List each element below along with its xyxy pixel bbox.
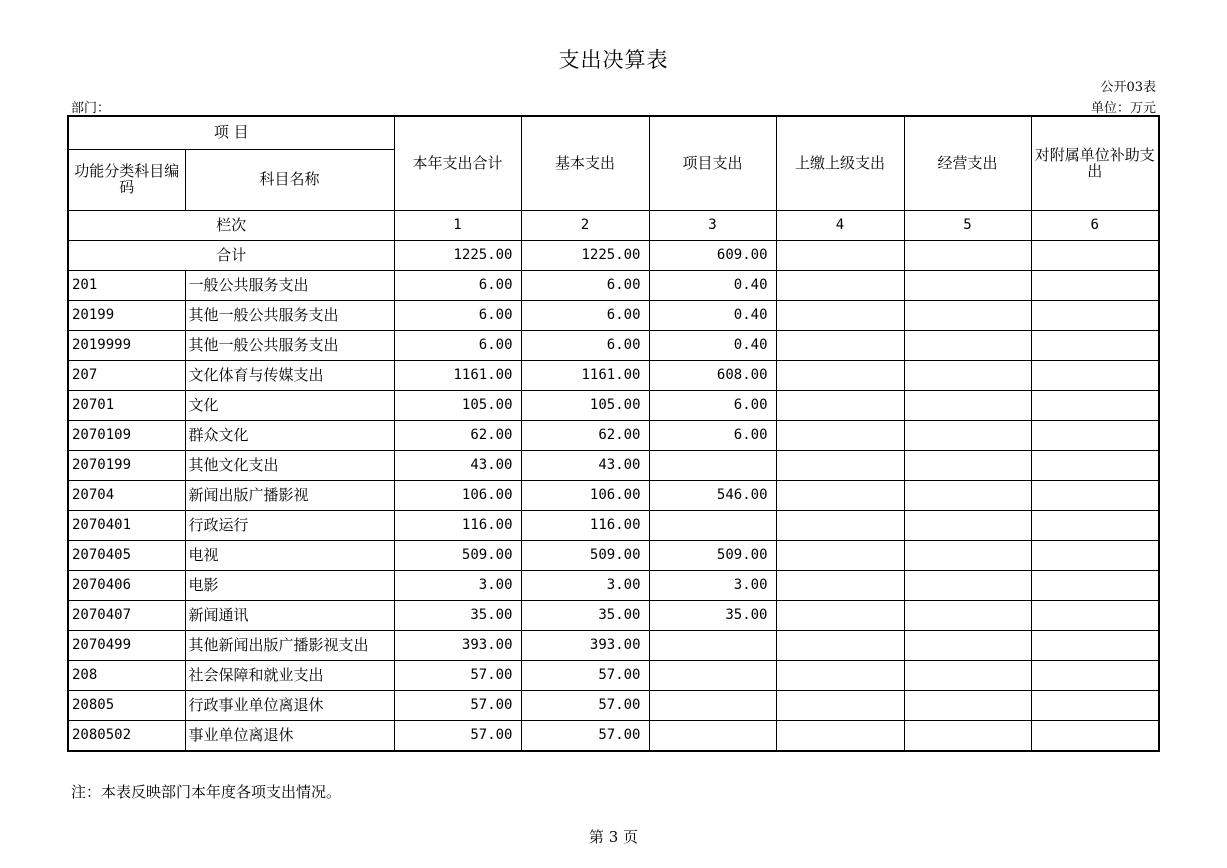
row-value — [1031, 451, 1159, 481]
row-value — [904, 661, 1031, 691]
row-value — [1031, 391, 1159, 421]
row-value: 0.40 — [649, 271, 776, 301]
table-row — [68, 271, 1159, 301]
row-value — [776, 511, 904, 541]
row-name: 新闻出版广播影视 — [185, 481, 394, 511]
header-col-remit: 上缴上级支出 — [776, 116, 904, 211]
unit-label: 单位：万元 — [1090, 101, 1156, 116]
row-value: 546.00 — [649, 481, 776, 511]
row-value: 0.40 — [649, 331, 776, 361]
row-value — [1031, 271, 1159, 301]
header-code: 功能分类科目编码 — [68, 150, 185, 211]
row-value: 6.00 — [521, 331, 649, 361]
row-value: 106.00 — [394, 481, 521, 511]
row-name: 其他文化支出 — [185, 451, 394, 481]
row-value: 1161.00 — [521, 361, 649, 391]
row-value: 43.00 — [521, 451, 649, 481]
row-value: 6.00 — [649, 421, 776, 451]
table-row — [68, 691, 1159, 721]
row-value: 6.00 — [394, 271, 521, 301]
table-row — [68, 661, 1159, 691]
row-value — [776, 661, 904, 691]
row-value — [649, 631, 776, 661]
row-value: 509.00 — [521, 541, 649, 571]
row-value — [1031, 331, 1159, 361]
row-value — [904, 421, 1031, 451]
row-value — [776, 691, 904, 721]
row-code: 2070405 — [68, 541, 185, 571]
row-value — [776, 451, 904, 481]
header-col-basic: 基本支出 — [521, 116, 649, 211]
row-value — [904, 571, 1031, 601]
total-value: 609.00 — [649, 241, 776, 271]
row-value: 116.00 — [394, 511, 521, 541]
expenditure-table — [67, 115, 1160, 752]
row-code: 20704 — [68, 481, 185, 511]
row-value: 57.00 — [521, 721, 649, 752]
header-name: 科目名称 — [185, 150, 394, 211]
header-col-total: 本年支出合计 — [394, 116, 521, 211]
row-value — [1031, 721, 1159, 752]
total-label: 合计 — [68, 241, 394, 271]
row-value: 106.00 — [521, 481, 649, 511]
table-row — [68, 511, 1159, 541]
row-name: 一般公共服务支出 — [185, 271, 394, 301]
row-value — [904, 391, 1031, 421]
row-code: 2070401 — [68, 511, 185, 541]
table-row — [68, 391, 1159, 421]
row-code: 2070406 — [68, 571, 185, 601]
row-value — [1031, 481, 1159, 511]
row-name: 电视 — [185, 541, 394, 571]
table-body — [68, 271, 1159, 752]
row-value — [904, 721, 1031, 752]
row-code: 207 — [68, 361, 185, 391]
row-name: 其他一般公共服务支出 — [185, 331, 394, 361]
row-value: 35.00 — [521, 601, 649, 631]
row-value — [1031, 661, 1159, 691]
row-name: 社会保障和就业支出 — [185, 661, 394, 691]
row-value: 43.00 — [394, 451, 521, 481]
row-value: 509.00 — [649, 541, 776, 571]
row-value: 6.00 — [521, 271, 649, 301]
row-code: 20199 — [68, 301, 185, 331]
row-name: 行政事业单位离退休 — [185, 691, 394, 721]
row-name: 文化体育与传媒支出 — [185, 361, 394, 391]
page-suffix: 页 — [623, 828, 639, 846]
row-value: 62.00 — [394, 421, 521, 451]
row-value — [776, 721, 904, 752]
row-code: 201 — [68, 271, 185, 301]
row-value — [776, 301, 904, 331]
row-value — [1031, 571, 1159, 601]
col-num: 6 — [1031, 211, 1159, 241]
row-value — [904, 271, 1031, 301]
table-row — [68, 361, 1159, 391]
row-code: 2070199 — [68, 451, 185, 481]
table-row — [68, 541, 1159, 571]
row-name: 事业单位离退休 — [185, 721, 394, 752]
row-value — [649, 661, 776, 691]
row-code: 208 — [68, 661, 185, 691]
row-value — [904, 511, 1031, 541]
page-number-value: 3 — [608, 828, 619, 846]
table-row — [68, 601, 1159, 631]
row-value — [904, 481, 1031, 511]
total-value — [776, 241, 904, 271]
row-value — [904, 451, 1031, 481]
total-value: 1225.00 — [521, 241, 649, 271]
total-value — [1031, 241, 1159, 271]
row-name: 新闻通讯 — [185, 601, 394, 631]
row-value — [904, 301, 1031, 331]
footnote: 注：本表反映部门本年度各项支出情况。 — [71, 783, 342, 801]
header-col-business: 经营支出 — [904, 116, 1031, 211]
row-value: 6.00 — [521, 301, 649, 331]
row-value — [904, 631, 1031, 661]
row-name: 其他新闻出版广播影视支出 — [185, 631, 394, 661]
row-value: 116.00 — [521, 511, 649, 541]
row-value: 35.00 — [649, 601, 776, 631]
header-col-subsidy: 对附属单位补助支出 — [1031, 116, 1159, 211]
col-num: 2 — [521, 211, 649, 241]
row-value — [1031, 421, 1159, 451]
page-number — [0, 826, 1227, 847]
row-code: 20805 — [68, 691, 185, 721]
row-value: 3.00 — [649, 571, 776, 601]
row-value — [776, 571, 904, 601]
row-value — [776, 421, 904, 451]
row-value — [649, 721, 776, 752]
row-value: 393.00 — [394, 631, 521, 661]
row-value: 1161.00 — [394, 361, 521, 391]
header-col-project: 项目支出 — [649, 116, 776, 211]
page-prefix: 第 — [588, 828, 604, 846]
col-num: 5 — [904, 211, 1031, 241]
row-value — [649, 511, 776, 541]
row-value — [904, 691, 1031, 721]
row-value: 105.00 — [394, 391, 521, 421]
row-value: 393.00 — [521, 631, 649, 661]
header-lanci: 栏次 — [68, 211, 394, 241]
row-value: 57.00 — [394, 721, 521, 752]
col-num: 1 — [394, 211, 521, 241]
row-code: 2019999 — [68, 331, 185, 361]
row-value — [1031, 301, 1159, 331]
row-name: 文化 — [185, 391, 394, 421]
row-value — [1031, 631, 1159, 661]
row-value — [904, 541, 1031, 571]
row-value — [1031, 511, 1159, 541]
row-value: 6.00 — [394, 331, 521, 361]
row-value — [1031, 541, 1159, 571]
table-row — [68, 331, 1159, 361]
row-value — [776, 481, 904, 511]
table-row — [68, 451, 1159, 481]
form-code: 公开03表 — [1100, 80, 1156, 95]
row-value: 6.00 — [649, 391, 776, 421]
total-value: 1225.00 — [394, 241, 521, 271]
row-value: 57.00 — [394, 691, 521, 721]
row-value: 57.00 — [394, 661, 521, 691]
row-code: 2070499 — [68, 631, 185, 661]
total-value — [904, 241, 1031, 271]
row-code: 2070109 — [68, 421, 185, 451]
table-row — [68, 421, 1159, 451]
row-value: 57.00 — [521, 661, 649, 691]
department-label: 部门： — [71, 101, 111, 116]
row-value — [776, 541, 904, 571]
row-name: 行政运行 — [185, 511, 394, 541]
row-value: 57.00 — [521, 691, 649, 721]
header-project: 项 目 — [68, 116, 394, 150]
row-value: 105.00 — [521, 391, 649, 421]
row-value — [1031, 691, 1159, 721]
row-value — [1031, 601, 1159, 631]
table-row — [68, 301, 1159, 331]
total-row — [68, 241, 1159, 271]
row-value — [904, 361, 1031, 391]
table-row — [68, 631, 1159, 661]
table-row — [68, 571, 1159, 601]
row-value: 62.00 — [521, 421, 649, 451]
row-value — [776, 271, 904, 301]
row-value — [649, 451, 776, 481]
report-title: 支出决算表 — [558, 48, 669, 72]
row-value: 3.00 — [521, 571, 649, 601]
row-value: 0.40 — [649, 301, 776, 331]
row-name: 群众文化 — [185, 421, 394, 451]
row-value — [776, 631, 904, 661]
table-row — [68, 721, 1159, 752]
row-value: 509.00 — [394, 541, 521, 571]
row-value — [776, 391, 904, 421]
row-value: 608.00 — [649, 361, 776, 391]
row-value — [776, 361, 904, 391]
col-num: 3 — [649, 211, 776, 241]
row-code: 2070407 — [68, 601, 185, 631]
row-value: 3.00 — [394, 571, 521, 601]
row-value — [649, 691, 776, 721]
row-value — [1031, 361, 1159, 391]
row-value — [776, 331, 904, 361]
table-row — [68, 481, 1159, 511]
row-code: 2080502 — [68, 721, 185, 752]
row-name: 电影 — [185, 571, 394, 601]
row-value — [904, 601, 1031, 631]
row-name: 其他一般公共服务支出 — [185, 301, 394, 331]
row-value — [776, 601, 904, 631]
row-value — [904, 331, 1031, 361]
col-num: 4 — [776, 211, 904, 241]
row-value: 35.00 — [394, 601, 521, 631]
row-value: 6.00 — [394, 301, 521, 331]
row-code: 20701 — [68, 391, 185, 421]
